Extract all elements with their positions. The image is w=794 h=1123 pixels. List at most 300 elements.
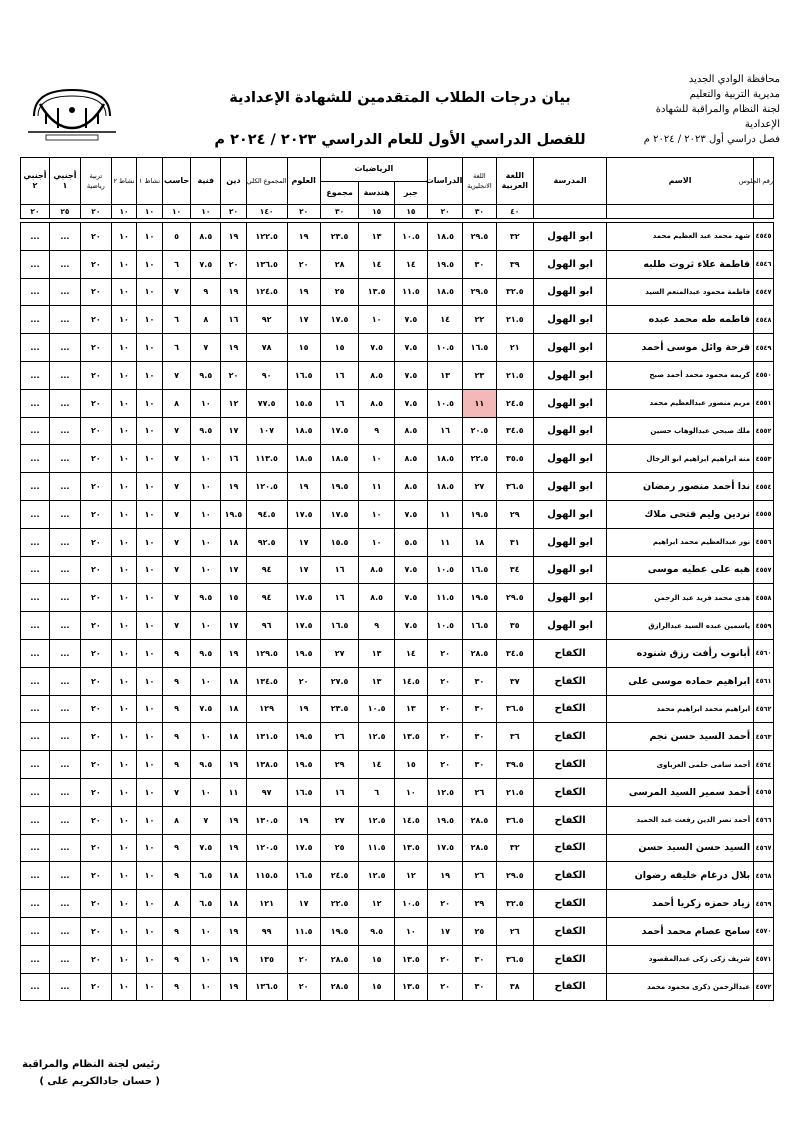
grade-cell: ١٦.٥ <box>463 612 496 640</box>
grade-cell: ٣٠ <box>463 945 496 973</box>
grade-cell: ٩.٥ <box>191 751 221 779</box>
grade-cell: ٧.٥ <box>394 361 427 389</box>
grade-cell: ٢٩.٥ <box>496 862 534 890</box>
grade-cell: ١٨.٥ <box>427 473 462 501</box>
art-header: فنية <box>191 158 221 205</box>
student-row <box>21 500 774 528</box>
max-mark-cell: ١٥ <box>359 205 394 219</box>
seat-number: ٤٥٤٦ <box>754 250 774 278</box>
grade-cell: ٢٠ <box>287 667 320 695</box>
grade-cell: ٢٠ <box>80 334 111 362</box>
grade-cell: ١٥ <box>359 945 394 973</box>
grade-cell: ... <box>21 973 50 1001</box>
school-name: ابو الهول <box>534 250 607 278</box>
grade-cell: ١٠ <box>137 500 162 528</box>
grade-cell: ١٠ <box>137 723 162 751</box>
grade-cell: ... <box>21 250 50 278</box>
grade-cell: ٢٠ <box>80 639 111 667</box>
grade-cell: ١٠ <box>111 695 136 723</box>
grade-cell: ٢٠ <box>80 612 111 640</box>
grade-cell: ... <box>21 751 50 779</box>
grade-cell: ٢٩.٥ <box>463 223 496 251</box>
grade-cell: ١٠.٥ <box>394 223 427 251</box>
grade-cell: ١٠ <box>111 473 136 501</box>
student-name: أبانوب رأفت رزق شنوده <box>607 639 754 667</box>
grade-cell: ٩٩ <box>246 917 287 945</box>
grade-cell: ٩ <box>359 417 394 445</box>
student-name: هبه على عطيه موسى <box>607 556 754 584</box>
grade-cell: ٧ <box>162 417 191 445</box>
grade-cell: ١٠ <box>137 917 162 945</box>
grade-cell: ٢٠ <box>80 973 111 1001</box>
grade-cell: ٨ <box>162 806 191 834</box>
max-empty-cell <box>607 205 754 219</box>
grade-cell: ٧ <box>162 278 191 306</box>
grade-cell: ١٠ <box>137 223 162 251</box>
grade-cell: ٧ <box>162 473 191 501</box>
grade-cell: ١٤ <box>394 639 427 667</box>
grade-cell: ١٠ <box>111 223 136 251</box>
grade-cell: ... <box>21 584 50 612</box>
grade-cell: ٢١.٥ <box>496 306 534 334</box>
grade-cell: ١٠ <box>137 278 162 306</box>
grade-cell: ١٠ <box>111 445 136 473</box>
grade-cell: ١٤ <box>427 306 462 334</box>
school-name: الكفاح <box>534 778 607 806</box>
student-row <box>21 973 774 1001</box>
grade-cell: ٢٠ <box>80 389 111 417</box>
grade-cell: ١٠ <box>191 473 221 501</box>
school-name: الكفاح <box>534 862 607 890</box>
grade-cell: ١٧ <box>287 306 320 334</box>
grade-cell: ١٠ <box>137 973 162 1001</box>
activity1-header: نشاط ١ <box>137 158 162 205</box>
grade-cell: ٢٠ <box>80 584 111 612</box>
grade-cell: ... <box>21 556 50 584</box>
foreign2-header: أجنبي ٢ <box>21 158 50 205</box>
grade-cell: ٢٦ <box>463 862 496 890</box>
max-mark-cell: ٣٠ <box>320 205 359 219</box>
grade-cell: ١٠ <box>191 917 221 945</box>
school-name: الكفاح <box>534 834 607 862</box>
grade-cell: ١٢.٥ <box>427 778 462 806</box>
student-row <box>21 639 774 667</box>
highlighted-grade-cell: ١١ <box>463 389 496 417</box>
grade-cell: ١٥.٥ <box>320 528 359 556</box>
grade-cell: ١٧ <box>287 528 320 556</box>
grade-cell: ٢٠ <box>80 917 111 945</box>
grade-cell: ٢٨.٥ <box>320 945 359 973</box>
grade-cell: ١٠ <box>359 500 394 528</box>
grade-cell: ١٠ <box>111 612 136 640</box>
grade-cell: ١٠ <box>111 417 136 445</box>
seat-number: ٤٥٧٠ <box>754 917 774 945</box>
grade-cell: ١٠ <box>111 556 136 584</box>
grade-cell: ١٠ <box>137 417 162 445</box>
grade-cell: ١٥ <box>359 973 394 1001</box>
grade-cell: ١٣١.٥ <box>246 723 287 751</box>
grade-cell: ٢٨.٥ <box>463 639 496 667</box>
student-row <box>21 667 774 695</box>
grade-cell: ١٧ <box>287 556 320 584</box>
grade-cell: ١٧.٥ <box>287 584 320 612</box>
committee: لجنة النظام والمراقبة للشهادة الإعدادية <box>655 104 780 130</box>
grade-cell: ١١.٥ <box>427 584 462 612</box>
school-name: الكفاح <box>534 973 607 1001</box>
grade-cell: ١٠ <box>111 500 136 528</box>
grade-cell: ١٠ <box>111 973 136 1001</box>
grade-cell: ٢٠ <box>80 834 111 862</box>
school-name: الكفاح <box>534 806 607 834</box>
school-name: الكفاح <box>534 945 607 973</box>
grade-cell: ١٣.٥ <box>359 278 394 306</box>
grade-cell: ١٠ <box>191 778 221 806</box>
school-name: ابو الهول <box>534 612 607 640</box>
grade-cell: ٢٠ <box>427 639 462 667</box>
geometry-header: هندسة <box>359 181 394 205</box>
grade-cell: ... <box>21 723 50 751</box>
max-mark-cell: ١٠ <box>137 205 162 219</box>
grade-cell: ... <box>49 584 80 612</box>
grade-cell: ١٠ <box>137 639 162 667</box>
seat-number: ٤٥٤٨ <box>754 306 774 334</box>
grade-cell: ١٩ <box>221 278 246 306</box>
school-name: ابو الهول <box>534 528 607 556</box>
grade-cell: ٨.٥ <box>359 556 394 584</box>
grade-cell: ... <box>49 806 80 834</box>
student-row <box>21 389 774 417</box>
school-name: ابو الهول <box>534 223 607 251</box>
grade-cell: ٩ <box>162 695 191 723</box>
grade-cell: ... <box>49 890 80 918</box>
grade-cell: ١٤ <box>359 751 394 779</box>
grade-cell: ١٩ <box>221 945 246 973</box>
grade-cell: ٢٠ <box>427 695 462 723</box>
grade-cell: ٢٠ <box>80 556 111 584</box>
student-name: شهد محمد عبد العظيم محمد <box>607 223 754 251</box>
grade-cell: ١٦ <box>320 778 359 806</box>
grade-cell: ١٢٩.٥ <box>246 639 287 667</box>
grade-cell: ١٩ <box>221 806 246 834</box>
school-name: الكفاح <box>534 667 607 695</box>
term: فصل دراسي أول ٢٠٢٣ / ٢٠٢٤ م <box>643 134 780 145</box>
grade-cell: ١٢.٥ <box>359 723 394 751</box>
grade-cell: ١٣٨.٥ <box>246 751 287 779</box>
grade-cell: ١٠.٥ <box>427 334 462 362</box>
grade-cell: ١٠ <box>111 723 136 751</box>
grade-cell: ١١ <box>221 778 246 806</box>
grade-cell: ١٦ <box>320 584 359 612</box>
seat-number: ٤٥٥٠ <box>754 361 774 389</box>
grade-cell: ... <box>49 306 80 334</box>
grade-cell: ٣٦ <box>496 723 534 751</box>
grade-cell: ٢٧ <box>463 473 496 501</box>
social-header: الدراسات <box>427 158 462 205</box>
grade-cell: ٣٢ <box>496 834 534 862</box>
directorate: مديرية التربية والتعليم <box>689 89 780 100</box>
max-mark-cell: ٢٥ <box>49 205 80 219</box>
grade-cell: ٢١.٥ <box>496 361 534 389</box>
grade-cell: ... <box>49 667 80 695</box>
grade-cell: ١٩ <box>287 806 320 834</box>
school-name: ابو الهول <box>534 417 607 445</box>
grade-cell: ١٨ <box>221 695 246 723</box>
student-name: فرحة وائل موسى أحمد <box>607 334 754 362</box>
grade-cell: ٩ <box>162 751 191 779</box>
grade-cell: ٢٠ <box>287 945 320 973</box>
grade-cell: ١٨.٥ <box>320 445 359 473</box>
grade-cell: ١٣.٥ <box>394 723 427 751</box>
grade-cell: ١٢٩ <box>246 695 287 723</box>
grade-cell: ١٠ <box>359 445 394 473</box>
grade-cell: ٢٠ <box>80 723 111 751</box>
grade-cell: ١٤.٥ <box>394 806 427 834</box>
grade-cell: ٩ <box>162 945 191 973</box>
grade-cell: ٢٧ <box>320 806 359 834</box>
grade-cell: ٢٠ <box>427 751 462 779</box>
grade-cell: ١٦ <box>221 445 246 473</box>
grade-cell: ٧ <box>162 556 191 584</box>
grade-cell: ٦ <box>359 778 394 806</box>
grade-cell: ٢٩ <box>320 751 359 779</box>
grade-cell: ٧.٥ <box>394 556 427 584</box>
grade-cell: ١٠ <box>191 945 221 973</box>
grade-cell: ١٠.٥ <box>427 389 462 417</box>
grades-table <box>20 157 774 1001</box>
grade-cell: ١٠ <box>137 695 162 723</box>
grade-cell: ٧.٥ <box>191 834 221 862</box>
grade-cell: ١٦ <box>427 417 462 445</box>
grade-cell: ١٠ <box>111 334 136 362</box>
grade-cell: ١٣.٥ <box>394 973 427 1001</box>
grade-cell: ١٦.٥ <box>287 778 320 806</box>
max-empty-cell <box>534 205 607 219</box>
grade-cell: ١٠ <box>137 834 162 862</box>
grade-cell: ١٠ <box>137 361 162 389</box>
seat-number: ٤٥٥٧ <box>754 556 774 584</box>
student-row <box>21 250 774 278</box>
seat-number: ٤٥٦١ <box>754 667 774 695</box>
grade-cell: ... <box>49 612 80 640</box>
signer-title: رئيس لجنة النظام والمراقبة <box>22 1059 160 1070</box>
grade-cell: ٧ <box>162 445 191 473</box>
grade-cell: ١٠.٥ <box>427 556 462 584</box>
grade-cell: ١٠ <box>137 473 162 501</box>
grade-cell: ٢٨.٥ <box>320 973 359 1001</box>
grade-cell: ١٠ <box>191 612 221 640</box>
grade-cell: ١٠ <box>111 778 136 806</box>
grade-cell: ... <box>49 973 80 1001</box>
grade-cell: ١٩.٥ <box>463 584 496 612</box>
grade-cell: ١٩ <box>287 695 320 723</box>
grade-cell: ٢٠ <box>80 473 111 501</box>
grade-cell: ١٦.٥ <box>463 556 496 584</box>
student-name: نور عبدالعظيم محمد ابراهيم <box>607 528 754 556</box>
grade-cell: ٣٩ <box>496 250 534 278</box>
max-mark-cell: ١٠ <box>111 205 136 219</box>
grade-cell: ... <box>49 278 80 306</box>
grade-cell: ١١.٥ <box>394 278 427 306</box>
grade-cell: ... <box>49 473 80 501</box>
seat-number: ٤٥٥٩ <box>754 612 774 640</box>
grade-cell: ٩٤ <box>246 584 287 612</box>
grade-cell: ٦ <box>162 306 191 334</box>
grade-cell: ١٠ <box>137 528 162 556</box>
seat-number: ٤٥٦٤ <box>754 751 774 779</box>
grade-cell: ٢٠ <box>80 806 111 834</box>
grade-cell: ٨.٥ <box>359 389 394 417</box>
grade-cell: ... <box>21 862 50 890</box>
grade-cell: ٨.٥ <box>359 584 394 612</box>
grade-cell: ... <box>21 695 50 723</box>
student-name: ندا أحمد منصور رمضان <box>607 473 754 501</box>
grade-cell: ٩٦ <box>246 612 287 640</box>
student-name: فاطمة علاء ثروت طلبه <box>607 250 754 278</box>
grade-cell: ١٠ <box>137 862 162 890</box>
grade-cell: ٣٦.٥ <box>496 473 534 501</box>
grade-cell: ٢٩ <box>463 890 496 918</box>
grade-cell: ١٠ <box>111 528 136 556</box>
grade-cell: ٢٢.٥ <box>463 445 496 473</box>
grade-cell: ٢٠ <box>427 945 462 973</box>
grade-cell: ٢٢ <box>463 306 496 334</box>
grade-cell: ٩ <box>162 667 191 695</box>
grade-cell: ١٠ <box>111 584 136 612</box>
grade-cell: ١٠٧ <box>246 417 287 445</box>
school-name: الكفاح <box>534 751 607 779</box>
grade-cell: ٥ <box>162 223 191 251</box>
grade-cell: ١٥ <box>320 334 359 362</box>
seat-number: ٤٥٦٠ <box>754 639 774 667</box>
grade-cell: ١٣ <box>394 695 427 723</box>
max-marks-row <box>21 205 774 219</box>
grade-cell: ١٩ <box>221 473 246 501</box>
grade-cell: ٧.٥ <box>394 389 427 417</box>
grade-cell: ٩ <box>162 917 191 945</box>
grade-cell: ١٩.٥ <box>427 806 462 834</box>
grade-cell: ٢٠ <box>80 945 111 973</box>
grade-cell: ١٩.٥ <box>221 500 246 528</box>
grade-cell: ... <box>49 862 80 890</box>
signer-name: ( حسان جادالكريم على ) <box>39 1076 160 1087</box>
governorate: محافظة الوادي الجديد <box>688 74 780 85</box>
grade-cell: ٦.٥ <box>191 862 221 890</box>
grade-cell: ١٨.٥ <box>427 445 462 473</box>
grade-cell: ١٧ <box>427 917 462 945</box>
grade-cell: ١٣ <box>359 223 394 251</box>
student-row <box>21 584 774 612</box>
foreign1-header: أجنبي ١ <box>49 158 80 205</box>
grade-cell: ... <box>21 417 50 445</box>
grade-cell: ١٩.٥ <box>320 917 359 945</box>
grade-cell: ... <box>21 445 50 473</box>
grade-cell: ١٠ <box>111 862 136 890</box>
grade-cell: ١٠ <box>359 528 394 556</box>
grade-cell: ١٠ <box>191 528 221 556</box>
school-name: الكفاح <box>534 695 607 723</box>
grade-cell: ١٢٠.٥ <box>246 834 287 862</box>
grade-cell: ١٧ <box>287 890 320 918</box>
grade-cell: ١٨.٥ <box>427 278 462 306</box>
grade-cell: ٩.٥ <box>191 584 221 612</box>
grade-cell: ١٠ <box>137 556 162 584</box>
grade-cell: ٧.٥ <box>394 584 427 612</box>
grade-cell: ٢٠ <box>80 778 111 806</box>
header-row-1 <box>21 158 774 182</box>
grade-cell: ١٨ <box>221 723 246 751</box>
grade-cell: ٢٠ <box>80 890 111 918</box>
grade-cell: ... <box>49 389 80 417</box>
grade-cell: ... <box>49 223 80 251</box>
grade-cell: ١٦ <box>320 389 359 417</box>
grade-cell: ١٠ <box>111 945 136 973</box>
grade-cell: ١٠ <box>137 945 162 973</box>
grade-cell: ١٠ <box>111 806 136 834</box>
grade-cell: ١٦.٥ <box>320 612 359 640</box>
grade-cell: ١٠ <box>394 778 427 806</box>
grade-cell: ١١ <box>427 500 462 528</box>
grade-cell: ١٨ <box>221 528 246 556</box>
grade-cell: ١٠ <box>111 306 136 334</box>
grade-cell: ١٩ <box>221 834 246 862</box>
grade-cell: ٣١ <box>496 528 534 556</box>
grade-cell: ٣٥ <box>496 612 534 640</box>
student-row <box>21 417 774 445</box>
student-name: أحمد السيد حسن نجم <box>607 723 754 751</box>
grade-cell: ١٦.٥ <box>287 862 320 890</box>
grade-cell: ... <box>21 500 50 528</box>
grade-cell: ... <box>21 528 50 556</box>
grade-cell: ١٧.٥ <box>320 500 359 528</box>
grade-cell: ١١ <box>427 528 462 556</box>
max-mark-cell: ٤٠ <box>496 205 534 219</box>
grade-cell: ١٢٢.٥ <box>246 223 287 251</box>
student-name: أحمد سامى حلمى العرباوى <box>607 751 754 779</box>
grade-cell: ٩ <box>162 973 191 1001</box>
grade-cell: ١٠ <box>111 667 136 695</box>
student-name: زياد حمزه زكريا أحمد <box>607 890 754 918</box>
grade-cell: ٩٤.٥ <box>246 500 287 528</box>
student-name: مريم منصور عبدالعظيم محمد <box>607 389 754 417</box>
student-row <box>21 806 774 834</box>
student-row <box>21 361 774 389</box>
student-name: فاطمة محمود عبدالمنعم السيد <box>607 278 754 306</box>
grade-cell: ١١٣.٥ <box>246 445 287 473</box>
grade-cell: ١٨.٥ <box>427 223 462 251</box>
seat-number: ٤٥٦٨ <box>754 862 774 890</box>
grade-cell: ... <box>21 334 50 362</box>
student-row <box>21 445 774 473</box>
grade-cell: ١٠ <box>137 584 162 612</box>
grade-cell: ١٠ <box>111 389 136 417</box>
grade-cell: ٧ <box>162 500 191 528</box>
grade-cell: ١٢.٥ <box>359 806 394 834</box>
grade-cell: ١٨ <box>221 862 246 890</box>
signature-block <box>10 1056 160 1090</box>
grade-cell: ٢٠ <box>427 973 462 1001</box>
grade-cell: ١٠ <box>137 890 162 918</box>
grade-cell: ٨ <box>162 389 191 417</box>
grade-cell: ... <box>21 667 50 695</box>
grade-cell: ٧.٥ <box>394 334 427 362</box>
student-name: السيد حسن السيد حسن <box>607 834 754 862</box>
school-name: الكفاح <box>534 723 607 751</box>
grade-cell: ٣٩.٥ <box>496 751 534 779</box>
max-mark-cell: ٢٠ <box>221 205 246 219</box>
grade-cell: ١٠ <box>137 389 162 417</box>
grade-cell: ٧ <box>162 612 191 640</box>
grade-cell: ٢٠ <box>427 723 462 751</box>
